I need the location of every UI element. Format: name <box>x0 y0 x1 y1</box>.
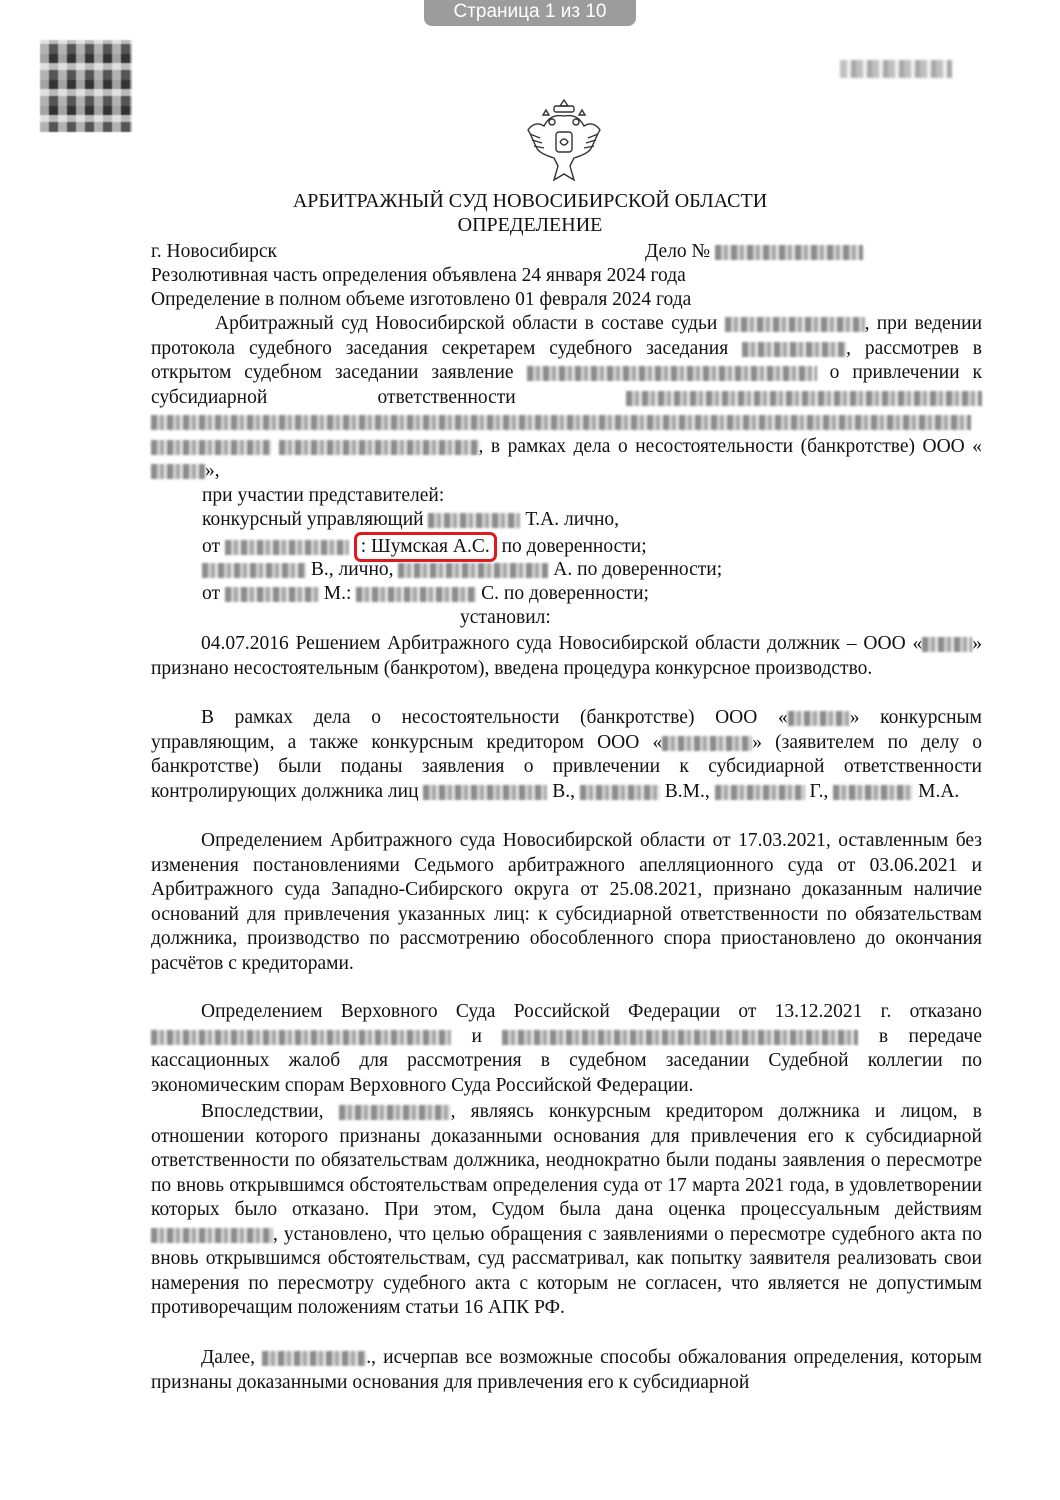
body-paragraph-2 <box>151 706 982 804</box>
redacted-text <box>225 587 319 602</box>
redacted-text <box>151 440 271 455</box>
resolution-announced-line: Резолютивная часть определения объявлена 24 января 2024 года <box>151 265 686 286</box>
body-text: , установлено, что целью обращения с заявлениями о пересмотре судебного акта по вновь открывшимся обстоятельствам, суд рассматривал, как попытку заявителя реализовать свои намерения по пересмотру судебного акта с которым не согласен, что является не допустимым противоречащим положениям статьи 16 АПК РФ. <box>151 1223 982 1318</box>
intro-text: », <box>205 460 220 481</box>
participant-text: от <box>202 536 221 557</box>
redacted-text <box>833 785 913 800</box>
intro-text: , рассмотрев в открытом судебном заседании заявление <box>151 337 982 383</box>
body-paragraph-6 <box>151 1346 982 1395</box>
participant-line <box>202 582 649 606</box>
redacted-text <box>262 1351 366 1366</box>
redacted-text <box>527 366 817 381</box>
redacted-text <box>725 317 865 332</box>
participant-text: М.: <box>323 583 352 604</box>
redacted-text <box>356 587 476 602</box>
body-text: Далее, <box>201 1347 256 1368</box>
participant-text: С. по доверенности; <box>481 583 649 604</box>
redacted-text <box>423 785 547 800</box>
qr-code <box>40 40 132 132</box>
body-text: Впоследствии, <box>201 1101 324 1122</box>
body-text: » конкурсным управляющим, а также конкурсным кредитором ООО « <box>151 707 983 753</box>
intro-text: , в рамках дела о несостоятельности (банкротстве) ООО « <box>478 435 983 457</box>
body-text: Г., <box>809 780 829 802</box>
body-paragraph-4 <box>151 1000 982 1098</box>
participant-line <box>202 558 722 582</box>
redacted-text <box>715 245 863 260</box>
redacted-text <box>502 1030 858 1045</box>
redacted-text <box>151 415 971 430</box>
participant-text: от <box>202 583 221 604</box>
city: г. Новосибирск <box>151 241 278 262</box>
intro-text: , при ведении протокола судебного заседания секретарем судебного заседания <box>151 313 983 359</box>
body-text: 04.07.2016 Решением Арбитражного суда Новосибирской области должник – ООО « <box>201 633 923 654</box>
redacted-text <box>428 513 520 528</box>
participant-text: А. по доверенности; <box>553 559 723 580</box>
document-type: ОПРЕДЕЛЕНИЕ <box>457 214 603 236</box>
body-text: в передаче кассационных жалоб для рассмотрения в судебном заседании Судебной коллегии по экономическим спорам Верховного Суда Российской Федерации. <box>151 1025 983 1096</box>
redacted-text <box>202 563 306 578</box>
participant-text: Т.А. лично, <box>525 509 620 530</box>
redacted-text <box>151 464 205 479</box>
redacted-text <box>225 540 349 555</box>
participant-text: по доверенности; <box>501 536 647 557</box>
redacted-text <box>626 391 982 406</box>
document-number-stamp <box>840 60 952 78</box>
body-text: В.М., <box>664 780 710 802</box>
body-text: , являясь конкурсным кредитором должника и лицом, в отношении которого признаны доказанными основания для привлечения его к субсидиарной ответственности по обязательствам должника, неоднократно были поданы заявления о пересмотре по вновь открывшимся обстоятельствам определения суда от 17 марта 2021 года, в удовлетворении которых было отказано. При этом, Судом была дана оценка процессуальным действиям <box>151 1101 982 1220</box>
court-name: АРБИТРАЖНЫЙ СУД НОВОСИБИРСКОЙ ОБЛАСТИ <box>292 190 768 212</box>
participant-text: В., лично, <box>310 559 394 580</box>
body-text: ., исчерпав все возможные способы обжалования определения, которым признаны доказанными основания для привлечения его к субсидиарной <box>151 1347 983 1393</box>
redacted-text <box>922 637 972 652</box>
redacted-text <box>339 1105 451 1120</box>
intro-paragraph <box>151 312 982 484</box>
intro-text: о привлечении к субсидиарной ответственности <box>151 362 983 408</box>
participant-text: конкурсный управляющий <box>202 509 424 530</box>
coat-of-arms-icon <box>524 96 604 188</box>
body-text: В., <box>552 780 576 802</box>
body-text: и <box>471 1025 482 1047</box>
body-text: В рамках дела о несостоятельности (банкротстве) ООО « <box>201 707 788 728</box>
highlighted-representative: : Шумская А.С. <box>354 532 497 562</box>
established-heading: установил: <box>460 607 551 628</box>
body-paragraph-5 <box>151 1100 982 1321</box>
redacted-text <box>151 1228 273 1243</box>
redacted-text <box>742 342 846 357</box>
redacted-text <box>398 563 548 578</box>
body-paragraph-1 <box>151 632 982 681</box>
body-text: » признано несостоятельным (банкротом), введена процедура конкурсное производство. <box>151 633 982 679</box>
full-decision-line: Определение в полном объеме изготовлено 01 февраля 2024 года <box>151 289 692 310</box>
redacted-text <box>580 785 660 800</box>
redacted-text <box>715 785 805 800</box>
redacted-text <box>151 1030 451 1045</box>
body-paragraph-3: Определением Арбитражного суда Новосибирской области от 17.03.2021, оставленным без изменения постановлениями Седьмого арбитражного апелляционного суда от 03.06.2021 и Арбитражного суда Западно-Сибирского округа от 25.08.2021, признано доказанным наличие оснований для привлечения указанных лиц: к субсидиарной ответственности по обязательствам должника, производство по рассмотрению обособленного спора приостановлено до окончания расчётов с кредиторами. <box>151 830 982 974</box>
redacted-text <box>279 440 479 455</box>
body-text: М.А. <box>918 780 960 802</box>
case-number <box>645 240 863 264</box>
body-text: » (заявителем по делу о банкротстве) были поданы заявления о привлечении к субсидиарной ответственности контролирующих должника лиц <box>151 731 982 802</box>
case-number-label: Дело № <box>645 241 711 262</box>
participant-line <box>202 508 619 532</box>
redacted-text <box>662 736 752 751</box>
page-indicator: Страница 1 из 10 <box>424 0 636 26</box>
body-text: Определением Верховного Суда Российской Федерации от 13.12.2021 г. отказано <box>201 1001 982 1022</box>
intro-text: Арбитражный суд Новосибирской области в составе судьи <box>215 313 718 334</box>
participants-heading: при участии представителей: <box>202 485 445 506</box>
redacted-text <box>788 711 850 726</box>
